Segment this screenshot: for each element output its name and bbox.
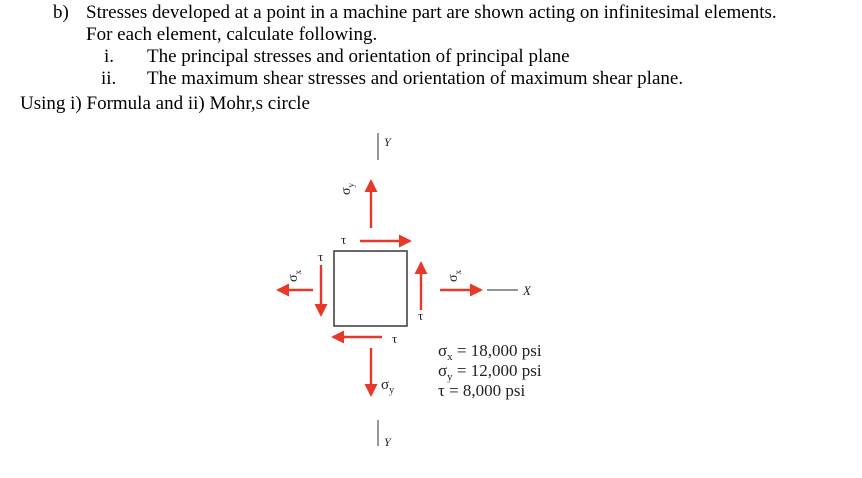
sigma-y-bottom-label: $\sigma_y$ bbox=[381, 377, 395, 396]
x-axis-label: X bbox=[523, 283, 531, 298]
item-1-number: i. bbox=[104, 46, 115, 67]
question-line-1: Stresses developed at a point in a machine part are shown acting on infinitesimal elements. bbox=[86, 2, 777, 23]
given-tau: τ = 8,000 psi bbox=[438, 381, 526, 400]
item-1-text: The principal stresses and orientation of principal plane bbox=[147, 46, 570, 67]
y-axis-label-bottom: Y bbox=[384, 435, 391, 449]
question-line-2: For each element, calculate following. bbox=[86, 24, 378, 45]
svg-text:σx: $\sigma_x$ bbox=[286, 269, 303, 282]
sigma-x-right-label bbox=[446, 269, 463, 282]
method-line: Using i) Formula and ii) Mohr,s circle bbox=[20, 93, 310, 114]
question-marker: b) bbox=[53, 2, 69, 23]
y-axis-label-top: Y bbox=[384, 135, 391, 149]
given-sigma-x: $\sigma_x = 18,000$ psi bbox=[438, 341, 542, 363]
tau-right-label: τ bbox=[418, 308, 424, 323]
tau-top-label: τ bbox=[341, 232, 347, 247]
item-2-number: ii. bbox=[101, 68, 117, 89]
stress-element-square bbox=[334, 251, 407, 326]
given-sigma-y: $\sigma_y = 12,000$ psi bbox=[438, 361, 542, 383]
svg-text:σy: $\sigma_y$ bbox=[339, 182, 356, 195]
tau-left-label: τ bbox=[318, 249, 324, 264]
item-2-text: The maximum shear stresses and orientation of maximum shear plane. bbox=[147, 68, 684, 89]
tau-bottom-label: τ bbox=[392, 331, 398, 346]
sigma-y-top-label bbox=[339, 182, 356, 195]
svg-text:σx: $\sigma_x$ bbox=[446, 269, 463, 282]
sigma-x-left-label bbox=[286, 269, 303, 282]
